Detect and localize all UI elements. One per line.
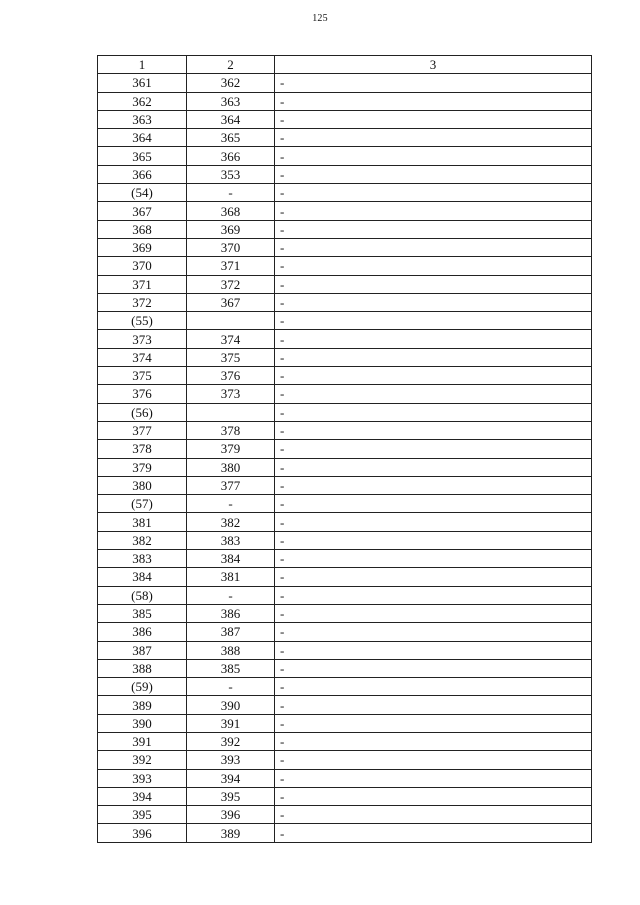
- table-cell-col3: -: [275, 476, 592, 494]
- table-cell-col2: 383: [187, 531, 275, 549]
- table-row: [98, 202, 592, 220]
- table-row: [98, 348, 592, 366]
- table-cell-col3: -: [275, 110, 592, 128]
- table-cell-col3: -: [275, 568, 592, 586]
- table-cell-col2: 377: [187, 476, 275, 494]
- table-row: [98, 74, 592, 92]
- table-row: [98, 293, 592, 311]
- table-cell-col3: -: [275, 623, 592, 641]
- table-cell-col3: -: [275, 787, 592, 805]
- table-row: [98, 110, 592, 128]
- table-cell-col3: -: [275, 403, 592, 421]
- header-row: [98, 56, 592, 74]
- table-cell-col3: -: [275, 348, 592, 366]
- table-cell-col3: -: [275, 769, 592, 787]
- data-table: [97, 55, 592, 843]
- table-row: [98, 147, 592, 165]
- table-cell-col1: 366: [98, 165, 187, 183]
- table-cell-col2: 367: [187, 293, 275, 311]
- table-cell-col3: -: [275, 238, 592, 256]
- table-cell-col2: 362: [187, 74, 275, 92]
- table-cell-col2: 365: [187, 129, 275, 147]
- table-cell-col1: 385: [98, 604, 187, 622]
- table-cell-col1: (57): [98, 495, 187, 513]
- table-row: [98, 824, 592, 842]
- table-cell-col3: -: [275, 330, 592, 348]
- table-cell-col1: 392: [98, 751, 187, 769]
- table-row: [98, 238, 592, 256]
- table-cell-col3: -: [275, 220, 592, 238]
- table-row: [98, 806, 592, 824]
- table-cell-col3: -: [275, 440, 592, 458]
- table-cell-col2: -: [187, 184, 275, 202]
- table-row: [98, 385, 592, 403]
- table-cell-col2: 384: [187, 550, 275, 568]
- table-row: [98, 458, 592, 476]
- table-cell-col2: 376: [187, 367, 275, 385]
- table-row: [98, 403, 592, 421]
- table-cell-col1: 369: [98, 238, 187, 256]
- table-cell-col2: 375: [187, 348, 275, 366]
- table-cell-col3: -: [275, 513, 592, 531]
- table-cell-col1: 361: [98, 74, 187, 92]
- table-cell-col1: 377: [98, 421, 187, 439]
- table-cell-col3: -: [275, 202, 592, 220]
- table-cell-col2: 371: [187, 257, 275, 275]
- table-row: [98, 440, 592, 458]
- column-header-1: 1: [98, 56, 187, 74]
- table-cell-col1: 371: [98, 275, 187, 293]
- page-number: 125: [312, 13, 328, 24]
- table-row: [98, 678, 592, 696]
- table-row: [98, 769, 592, 787]
- table-cell-col1: 373: [98, 330, 187, 348]
- table-row: [98, 275, 592, 293]
- table-cell-col1: 390: [98, 714, 187, 732]
- table-cell-col1: 384: [98, 568, 187, 586]
- table-cell-col2: 381: [187, 568, 275, 586]
- table-row: [98, 604, 592, 622]
- table-row: [98, 732, 592, 750]
- table-cell-col2: 374: [187, 330, 275, 348]
- table-row: [98, 550, 592, 568]
- table-cell-col1: 382: [98, 531, 187, 549]
- table-cell-col1: 396: [98, 824, 187, 842]
- table-cell-col1: 391: [98, 732, 187, 750]
- table-cell-col3: -: [275, 147, 592, 165]
- table-cell-col1: 375: [98, 367, 187, 385]
- table-cell-col2: 369: [187, 220, 275, 238]
- table-cell-col2: 385: [187, 659, 275, 677]
- table-body: [98, 74, 592, 842]
- table-row: [98, 495, 592, 513]
- table-cell-col1: 394: [98, 787, 187, 805]
- table-cell-col1: (59): [98, 678, 187, 696]
- table-cell-col2: 390: [187, 696, 275, 714]
- table-cell-col3: -: [275, 531, 592, 549]
- table-cell-col3: -: [275, 257, 592, 275]
- table-cell-col1: 372: [98, 293, 187, 311]
- table-cell-col1: (58): [98, 586, 187, 604]
- table-cell-col2: 392: [187, 732, 275, 750]
- table-cell-col2: 389: [187, 824, 275, 842]
- column-header-3: 3: [275, 56, 592, 74]
- table-cell-col2: 387: [187, 623, 275, 641]
- table-cell-col2: 372: [187, 275, 275, 293]
- table-cell-col2: 395: [187, 787, 275, 805]
- table-cell-col2: 378: [187, 421, 275, 439]
- table-row: [98, 714, 592, 732]
- table-cell-col1: 362: [98, 92, 187, 110]
- table-row: [98, 623, 592, 641]
- table-cell-col3: -: [275, 659, 592, 677]
- table-cell-col3: -: [275, 824, 592, 842]
- table-cell-col1: 365: [98, 147, 187, 165]
- table-cell-col1: 395: [98, 806, 187, 824]
- table-cell-col2: 394: [187, 769, 275, 787]
- table-cell-col1: 380: [98, 476, 187, 494]
- table-cell-col1: 370: [98, 257, 187, 275]
- table-cell-col2: 364: [187, 110, 275, 128]
- table-cell-col3: -: [275, 751, 592, 769]
- table-row: [98, 696, 592, 714]
- table-cell-col2: 396: [187, 806, 275, 824]
- table-header: [98, 56, 592, 74]
- table-cell-col2: 353: [187, 165, 275, 183]
- table-cell-col2: -: [187, 586, 275, 604]
- table-cell-col1: 363: [98, 110, 187, 128]
- table-cell-col2: 386: [187, 604, 275, 622]
- table-cell-col3: -: [275, 550, 592, 568]
- table-row: [98, 513, 592, 531]
- table-cell-col1: 389: [98, 696, 187, 714]
- table-row: [98, 312, 592, 330]
- table-cell-col3: -: [275, 312, 592, 330]
- table-cell-col1: 367: [98, 202, 187, 220]
- table-cell-col2: 391: [187, 714, 275, 732]
- table-cell-col3: -: [275, 458, 592, 476]
- table-row: [98, 421, 592, 439]
- table-row: [98, 129, 592, 147]
- table-cell-col2: -: [187, 678, 275, 696]
- table-cell-col1: 379: [98, 458, 187, 476]
- table-cell-col2: 366: [187, 147, 275, 165]
- table-row: [98, 787, 592, 805]
- table-row: [98, 568, 592, 586]
- table-row: [98, 476, 592, 494]
- table-cell-col3: -: [275, 129, 592, 147]
- table-cell-col2: 388: [187, 641, 275, 659]
- table-cell-col3: -: [275, 678, 592, 696]
- table-cell-col1: 368: [98, 220, 187, 238]
- table-cell-col3: -: [275, 421, 592, 439]
- table-cell-col2: 379: [187, 440, 275, 458]
- table-cell-col3: -: [275, 714, 592, 732]
- table-row: [98, 367, 592, 385]
- table-cell-col3: -: [275, 604, 592, 622]
- table-cell-col2: 368: [187, 202, 275, 220]
- table-row: [98, 257, 592, 275]
- table-cell-col3: -: [275, 74, 592, 92]
- table-cell-col1: 381: [98, 513, 187, 531]
- table-cell-col2: 382: [187, 513, 275, 531]
- table-row: [98, 531, 592, 549]
- table-cell-col2: 393: [187, 751, 275, 769]
- table-cell-col1: 374: [98, 348, 187, 366]
- table-cell-col3: -: [275, 732, 592, 750]
- table-cell-col2: 380: [187, 458, 275, 476]
- table-row: [98, 330, 592, 348]
- table-row: [98, 659, 592, 677]
- table-cell-col1: 378: [98, 440, 187, 458]
- table-cell-col3: -: [275, 367, 592, 385]
- table-row: [98, 184, 592, 202]
- column-header-2: 2: [187, 56, 275, 74]
- table-row: [98, 751, 592, 769]
- table-row: [98, 220, 592, 238]
- table-cell-col1: 383: [98, 550, 187, 568]
- table-row: [98, 641, 592, 659]
- table-cell-col3: -: [275, 165, 592, 183]
- table-cell-col3: -: [275, 806, 592, 824]
- table-cell-col3: -: [275, 293, 592, 311]
- table-cell-col3: -: [275, 275, 592, 293]
- table-cell-col2: 370: [187, 238, 275, 256]
- table-cell-col3: -: [275, 92, 592, 110]
- table-cell-col1: 387: [98, 641, 187, 659]
- table-cell-col1: 393: [98, 769, 187, 787]
- table-cell-col1: (54): [98, 184, 187, 202]
- table-cell-col2: [187, 403, 275, 421]
- table-cell-col3: -: [275, 184, 592, 202]
- table-row: [98, 165, 592, 183]
- table-cell-col3: -: [275, 696, 592, 714]
- table-cell-col2: [187, 312, 275, 330]
- table-cell-col2: 363: [187, 92, 275, 110]
- table-cell-col1: 386: [98, 623, 187, 641]
- table-row: [98, 586, 592, 604]
- table-cell-col3: -: [275, 586, 592, 604]
- table-cell-col2: 373: [187, 385, 275, 403]
- table-row: [98, 92, 592, 110]
- table-cell-col3: -: [275, 385, 592, 403]
- table-cell-col1: 388: [98, 659, 187, 677]
- table-cell-col1: 376: [98, 385, 187, 403]
- table-cell-col2: -: [187, 495, 275, 513]
- table-cell-col1: (56): [98, 403, 187, 421]
- table-cell-col3: -: [275, 641, 592, 659]
- table-cell-col3: -: [275, 495, 592, 513]
- table-cell-col1: 364: [98, 129, 187, 147]
- table-cell-col1: (55): [98, 312, 187, 330]
